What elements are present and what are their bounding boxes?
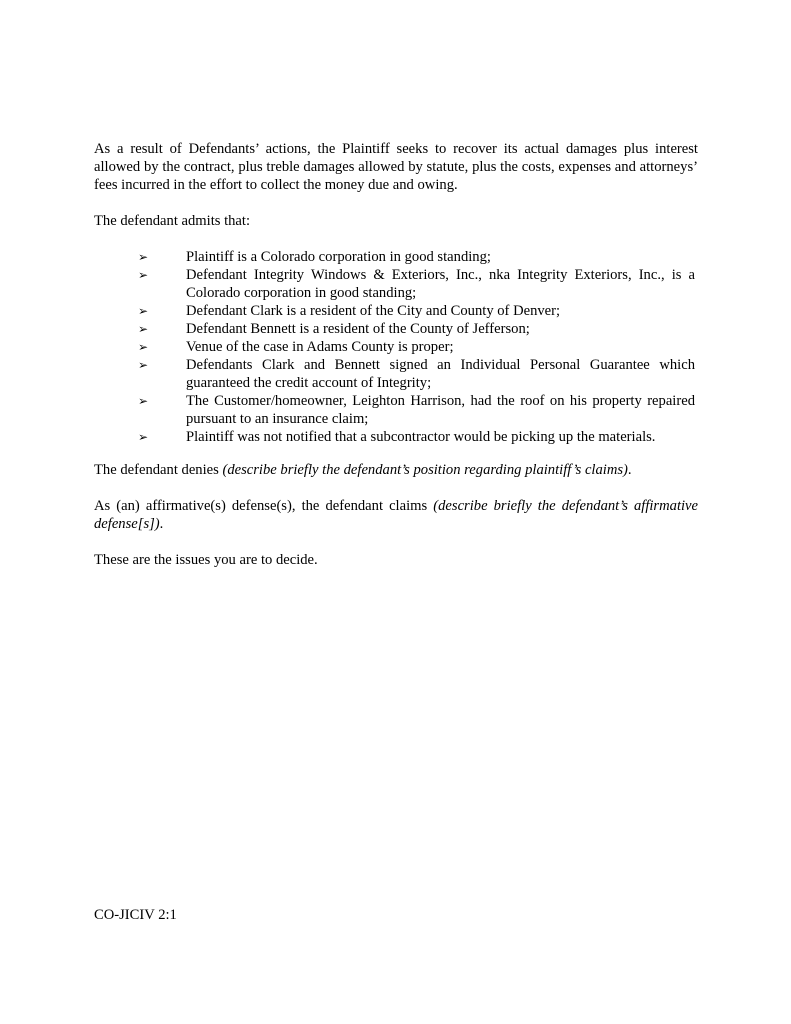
arrowhead-bullet-icon: ➢ bbox=[138, 304, 149, 318]
admission-text: The Customer/homeowner, Leighton Harrison, had the roof on his property repaired pursuant to an insurance claim; bbox=[186, 393, 695, 427]
affirmative-defense-paragraph bbox=[94, 497, 698, 533]
list-item bbox=[138, 320, 695, 338]
arrowhead-bullet-icon: ➢ bbox=[138, 250, 149, 264]
denies-end: . bbox=[627, 462, 632, 478]
denies-lead: The defendant denies bbox=[94, 462, 223, 478]
footer-code: CO-JICIV 2:1 bbox=[94, 907, 177, 923]
admits-intro: The defendant admits that: bbox=[94, 213, 251, 229]
arrowhead-bullet-icon: ➢ bbox=[138, 322, 149, 336]
damages-paragraph: As a result of Defendants’ actions, the Plaintiff seeks to recover its actual damages plus interest allowed by the contract, plus treble damages allowed by statute, plus the costs, expenses and attorneys’ fees incurred in the effort to collect the money due and owing. bbox=[94, 141, 698, 193]
list-item bbox=[138, 302, 695, 320]
arrowhead-bullet-icon: ➢ bbox=[138, 268, 149, 282]
admission-text: Defendant Bennett is a resident of the County of Jefferson; bbox=[186, 321, 530, 337]
admission-text: Defendant Integrity Windows & Exteriors, Inc., nka Integrity Exteriors, Inc., is a Colorado corporation in good standing; bbox=[186, 267, 695, 301]
admissions-list bbox=[138, 248, 695, 446]
admission-text: Defendant Clark is a resident of the City and County of Denver; bbox=[186, 303, 561, 319]
list-item bbox=[138, 338, 695, 356]
list-item bbox=[138, 248, 695, 266]
admission-text: Plaintiff is a Colorado corporation in good standing; bbox=[186, 249, 491, 265]
denies-paragraph bbox=[94, 461, 698, 479]
admission-text: Plaintiff was not notified that a subcontractor would be picking up the materials. bbox=[186, 429, 656, 445]
list-item bbox=[138, 428, 695, 446]
arrowhead-bullet-icon: ➢ bbox=[138, 430, 149, 444]
arrowhead-bullet-icon: ➢ bbox=[138, 340, 149, 354]
affirmative-end: . bbox=[159, 516, 164, 532]
denies-placeholder: (describe briefly the defendant’s position regarding plaintiff’s claims) bbox=[222, 462, 628, 478]
arrowhead-bullet-icon: ➢ bbox=[138, 358, 149, 372]
arrowhead-bullet-icon: ➢ bbox=[138, 394, 149, 408]
list-item bbox=[138, 392, 695, 428]
affirmative-lead: As (an) affirmative(s) defense(s), the defendant claims bbox=[94, 498, 434, 514]
affirmative-placeholder: (describe briefly the defendant’s affirmative defense[s]) bbox=[94, 498, 699, 532]
admission-text: Defendants Clark and Bennett signed an Individual Personal Guarantee which guaranteed the credit account of Integrity; bbox=[186, 357, 695, 391]
admission-text: Venue of the case in Adams County is proper; bbox=[186, 339, 454, 355]
list-item bbox=[138, 266, 695, 302]
closing-paragraph: These are the issues you are to decide. bbox=[94, 552, 318, 568]
list-item bbox=[138, 356, 695, 392]
